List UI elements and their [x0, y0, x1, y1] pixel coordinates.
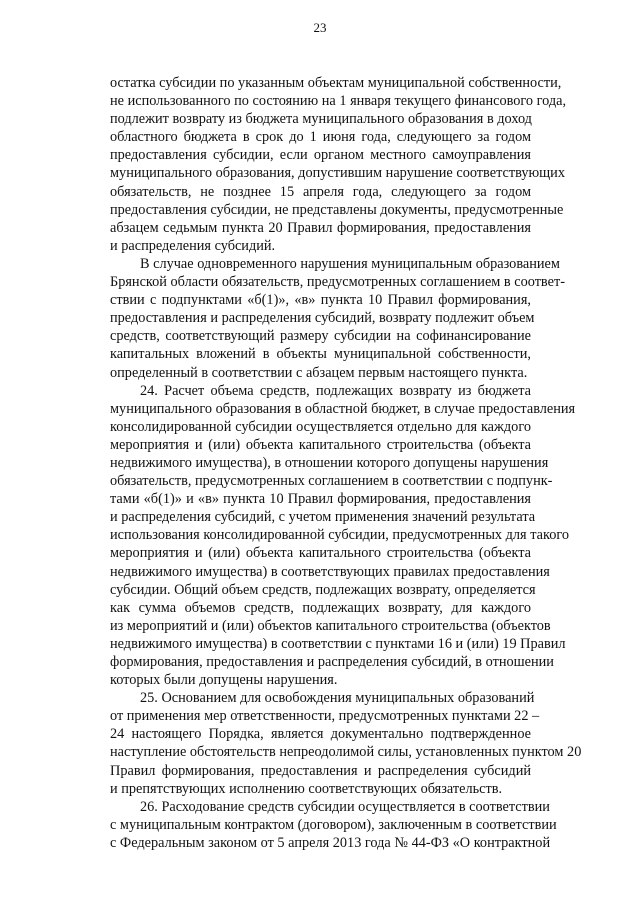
text-line: определенный в соответствии с абзацем первым настоящего пункта. [110, 364, 528, 381]
text-line: мероприятия и (или) объекта капитального строительства (объекта [110, 545, 531, 562]
text-line: Брянской области обязательств, предусмотренных соглашением в соответ- [110, 274, 565, 291]
text-line: средств, соответствующий размеру субсидии на софинансирование [110, 328, 531, 345]
text-line: недвижимого имущества) в соответствии с пунктами 16 и (или) 19 Правил [110, 635, 566, 652]
text-line: ствии с подпунктами «б(1)», «в» пункта 10 Правил формирования, [110, 292, 531, 309]
text-line: от применения мер ответственности, предусмотренных пунктами 22 – [110, 708, 540, 725]
text-line: муниципального образования, допустившим нарушение соответствующих [110, 165, 565, 182]
text-line: остатка субсидии по указанным объектам муниципальной собственности, [110, 75, 562, 91]
text-line: субсидии. Общий объем средств, подлежащих возврату, определяется [110, 581, 536, 598]
text-line: областного бюджета в срок до 1 июня года, следующего за годом [110, 129, 531, 146]
text-line: и распределения субсидий. [110, 237, 276, 254]
text-line: муниципального образования в областной бюджет, в случае предоставления [110, 400, 576, 417]
text-line: капитальных вложений в объекты муниципальной собственности, [110, 346, 531, 363]
text-line: и препятствующих исполнению соответствующих обязательств. [110, 780, 503, 797]
text-line: предоставления и распределения субсидий, возврату подлежит объем [110, 310, 535, 327]
text-line: абзацем седьмым пункта 20 Правил формирования, предоставления [110, 219, 531, 236]
text-line: 24 настоящего Порядка, является документально подтвержденное [110, 726, 531, 743]
paragraph [110, 689, 582, 798]
text-line: наступление обстоятельств непреодолимой силы, установленных пунктом 20 [110, 744, 582, 761]
text-line: формирования, предоставления и распределения субсидий, в отношении [110, 654, 554, 670]
text-line: 25. Основанием для освобождения муниципальных образований [140, 690, 535, 707]
text-line: обязательств, не позднее 15 апреля года, следующего за годом [110, 183, 531, 200]
text-line: В случае одновременного нарушения муниципальным образованием [140, 255, 560, 272]
paragraph [110, 798, 557, 852]
paragraph [110, 382, 576, 690]
text-line: использования консолидированной субсидии, предусмотренных для такого [110, 527, 569, 544]
text-line: предоставления субсидии, не представлены документы, предусмотренные [110, 201, 564, 218]
text-line: которых были допущены нарушения. [110, 672, 338, 689]
text-line: предоставления субсидии, если органом местного самоуправления [110, 147, 531, 164]
text-line: Правил формирования, предоставления и распределения субсидий [110, 762, 531, 779]
document-body [110, 74, 582, 852]
text-line: и распределения субсидий, с учетом применения значений результата [110, 509, 536, 526]
text-line: тами «б(1)» и «в» пункта 10 Правил формирования, предоставления [110, 491, 531, 508]
text-line: 24. Расчет объема средств, подлежащих возврату из бюджета [140, 382, 531, 399]
text-line: не использованного по состоянию на 1 января текущего финансового года, [110, 93, 567, 110]
paragraph [110, 74, 567, 255]
text-line: консолидированной субсидии осуществляется отдельно для каждого [110, 418, 531, 435]
text-line: недвижимого имущества) в соответствующих правилах предоставления [110, 563, 550, 580]
text-line: с Федеральным законом от 5 апреля 2013 года № 44-ФЗ «О контрактной [110, 834, 551, 851]
text-line: обязательств, предусмотренных соглашением в соответствии с подпунк- [110, 473, 553, 490]
text-line: 26. Расходование средств субсидии осуществляется в соответствии [140, 798, 550, 815]
text-line: недвижимого имущества), в отношении которого допущены нарушения [110, 454, 549, 471]
text-line: из мероприятий и (или) объектов капитального строительства (объектов [110, 617, 551, 634]
page-number: 23 [313, 20, 327, 35]
text-line: мероприятия и (или) объекта капитального строительства (объекта [110, 436, 531, 453]
text-line: подлежит возврату из бюджета муниципального образования в доход [110, 111, 532, 128]
paragraph [110, 255, 565, 382]
text-line: как сумма объемов средств, подлежащих возврату, для каждого [110, 599, 531, 616]
text-line: с муниципальным контрактом (договором), заключенным в соответствии [110, 816, 557, 833]
